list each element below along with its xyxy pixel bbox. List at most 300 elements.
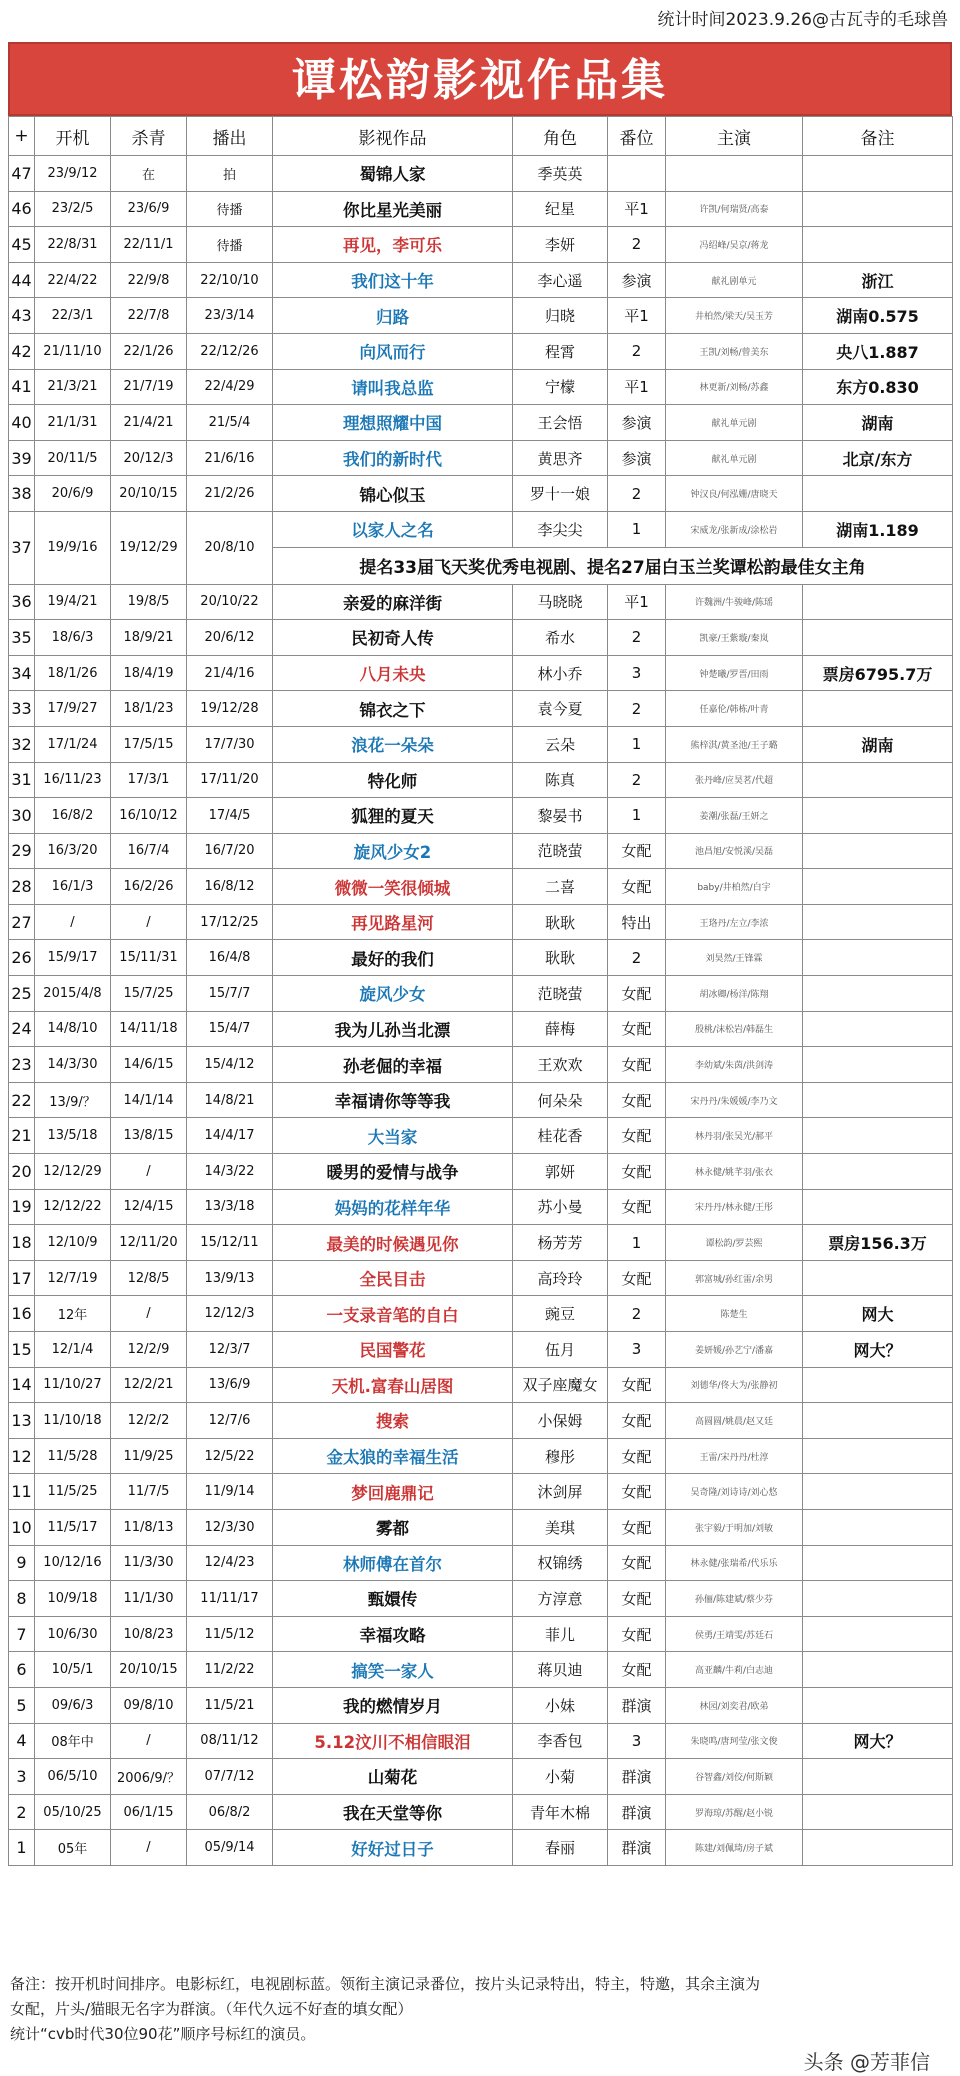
row-start-date: 18/6/3 bbox=[35, 620, 111, 656]
row-air-date: 21/2/26 bbox=[187, 476, 273, 512]
row-note bbox=[803, 1509, 953, 1545]
row-role: 范晓萤 bbox=[513, 976, 608, 1012]
row-work-title: 民国警花 bbox=[273, 1332, 513, 1368]
row-cast: 献礼单元剧 bbox=[666, 405, 803, 441]
row-air-date: 17/11/20 bbox=[187, 762, 273, 798]
row-wrap-date: 16/2/26 bbox=[111, 869, 187, 905]
table-row bbox=[9, 476, 953, 512]
row-work-title: 5.12汶川不相信眼泪 bbox=[273, 1723, 513, 1759]
row-air-date: 11/2/22 bbox=[187, 1652, 273, 1688]
row-rank: 女配 bbox=[608, 1154, 666, 1190]
row-air-date: 15/4/12 bbox=[187, 1047, 273, 1083]
row-index: 16 bbox=[9, 1296, 35, 1332]
row-cast: 姜妍媛/孙艺宁/潘嘉 bbox=[666, 1332, 803, 1368]
row-wrap-date: 12/8/5 bbox=[111, 1260, 187, 1296]
row-note bbox=[803, 1260, 953, 1296]
row-start-date: 16/1/3 bbox=[35, 869, 111, 905]
row-note: 票房156.3万 bbox=[803, 1225, 953, 1261]
row-role: 何朵朵 bbox=[513, 1082, 608, 1118]
row-start-date: 11/10/18 bbox=[35, 1403, 111, 1439]
row-note bbox=[803, 191, 953, 227]
row-cast: 许魏洲/牛骏峰/陈瑶 bbox=[666, 584, 803, 620]
row-wrap-date: 17/3/1 bbox=[111, 762, 187, 798]
row-note bbox=[803, 1687, 953, 1723]
row-start-date: 17/9/27 bbox=[35, 691, 111, 727]
row-note bbox=[803, 762, 953, 798]
row-start-date: 12年 bbox=[35, 1296, 111, 1332]
row-cast: 献礼单元剧 bbox=[666, 440, 803, 476]
table-row bbox=[9, 1723, 953, 1759]
row-index: 13 bbox=[9, 1403, 35, 1439]
row-rank: 女配 bbox=[608, 1616, 666, 1652]
row-index: 15 bbox=[9, 1332, 35, 1368]
row-rank: 平1 bbox=[608, 298, 666, 334]
row-cast: 张宇毅/于明加/刘敏 bbox=[666, 1509, 803, 1545]
row-work-title: 特化师 bbox=[273, 762, 513, 798]
row-index: 43 bbox=[9, 298, 35, 334]
row-start-date: 22/4/22 bbox=[35, 262, 111, 298]
row-rank: 女配 bbox=[608, 1652, 666, 1688]
row-role: 二喜 bbox=[513, 869, 608, 905]
row-work-title: 搜索 bbox=[273, 1403, 513, 1439]
row-rank: 女配 bbox=[608, 869, 666, 905]
row-wrap-date: 18/1/23 bbox=[111, 691, 187, 727]
row-note bbox=[803, 1154, 953, 1190]
row-air-date: 14/3/22 bbox=[187, 1154, 273, 1190]
row-role: 苏小曼 bbox=[513, 1189, 608, 1225]
row-cast: 王雷/宋丹丹/杜淳 bbox=[666, 1438, 803, 1474]
row-air-date: 19/12/28 bbox=[187, 691, 273, 727]
row-index: 41 bbox=[9, 369, 35, 405]
table-row bbox=[9, 1759, 953, 1795]
row-rank: 群演 bbox=[608, 1830, 666, 1866]
row-role: 李尖尖 bbox=[513, 511, 608, 547]
table-row bbox=[9, 940, 953, 976]
row-work-title: 归路 bbox=[273, 298, 513, 334]
row-work-title: 最美的时候遇见你 bbox=[273, 1225, 513, 1261]
header-start: 开机 bbox=[35, 117, 111, 156]
row-index: 33 bbox=[9, 691, 35, 727]
row-note bbox=[803, 798, 953, 834]
table-row bbox=[9, 1225, 953, 1261]
row-cast: 宋丹丹/朱媛媛/李乃文 bbox=[666, 1082, 803, 1118]
row-air-date: 17/7/30 bbox=[187, 726, 273, 762]
row-rank: 1 bbox=[608, 1225, 666, 1261]
row-work-title: 八月未央 bbox=[273, 655, 513, 691]
table-row bbox=[9, 584, 953, 620]
row-rank: 群演 bbox=[608, 1794, 666, 1830]
row-role: 高玲玲 bbox=[513, 1260, 608, 1296]
table-row bbox=[9, 1509, 953, 1545]
row-wrap-date: 16/7/4 bbox=[111, 833, 187, 869]
row-index: 2 bbox=[9, 1794, 35, 1830]
row-work-title: 一支录音笔的自白 bbox=[273, 1296, 513, 1332]
row-wrap-date: 11/1/30 bbox=[111, 1581, 187, 1617]
row-wrap-date: 15/11/31 bbox=[111, 940, 187, 976]
row-wrap-date: 12/2/2 bbox=[111, 1403, 187, 1439]
row-note: 东方0.830 bbox=[803, 369, 953, 405]
row-role: 纪星 bbox=[513, 191, 608, 227]
row-rank: 女配 bbox=[608, 1047, 666, 1083]
row-role: 穆彤 bbox=[513, 1438, 608, 1474]
row-note bbox=[803, 1082, 953, 1118]
row-rank: 参演 bbox=[608, 405, 666, 441]
row-wrap-date: 21/7/19 bbox=[111, 369, 187, 405]
row-note bbox=[803, 1438, 953, 1474]
table-row bbox=[9, 1830, 953, 1866]
table-row bbox=[9, 405, 953, 441]
row-note bbox=[803, 1759, 953, 1795]
row-cast: 冯绍峰/吴京/蒋龙 bbox=[666, 227, 803, 263]
row-note: 湖南0.575 bbox=[803, 298, 953, 334]
row-index: 37 bbox=[9, 511, 35, 584]
row-start-date: 14/8/10 bbox=[35, 1011, 111, 1047]
row-cast: 罗海琼/苏醒/赵小锐 bbox=[666, 1794, 803, 1830]
row-index: 11 bbox=[9, 1474, 35, 1510]
row-air-date: 22/4/29 bbox=[187, 369, 273, 405]
row-air-date: 12/5/22 bbox=[187, 1438, 273, 1474]
row-air-date: 22/12/26 bbox=[187, 333, 273, 369]
row-start-date: 10/5/1 bbox=[35, 1652, 111, 1688]
row-air-date: 12/3/30 bbox=[187, 1509, 273, 1545]
row-start-date: 12/7/19 bbox=[35, 1260, 111, 1296]
row-index: 14 bbox=[9, 1367, 35, 1403]
row-index: 25 bbox=[9, 976, 35, 1012]
row-work-title: 大当家 bbox=[273, 1118, 513, 1154]
row-rank: 1 bbox=[608, 726, 666, 762]
row-cast: 李幼斌/朱茵/洪剑涛 bbox=[666, 1047, 803, 1083]
row-index: 27 bbox=[9, 904, 35, 940]
row-note bbox=[803, 1118, 953, 1154]
row-rank: 2 bbox=[608, 476, 666, 512]
row-wrap-date: / bbox=[111, 904, 187, 940]
row-index: 7 bbox=[9, 1616, 35, 1652]
row-rank: 女配 bbox=[608, 1367, 666, 1403]
row-work-title: 天机.富春山居图 bbox=[273, 1367, 513, 1403]
row-cast: 林永健/张瑞希/代乐乐 bbox=[666, 1545, 803, 1581]
row-rank: 3 bbox=[608, 1723, 666, 1759]
row-air-date: 12/12/3 bbox=[187, 1296, 273, 1332]
row-wrap-date: 20/12/3 bbox=[111, 440, 187, 476]
row-index: 22 bbox=[9, 1082, 35, 1118]
row-rank: 群演 bbox=[608, 1759, 666, 1795]
row-work-title: 以家人之名 bbox=[273, 511, 513, 547]
page-title: 谭松韵影视作品集 bbox=[8, 42, 952, 116]
row-cast: 郭富城/孙红雷/余男 bbox=[666, 1260, 803, 1296]
row-wrap-date: 11/7/5 bbox=[111, 1474, 187, 1510]
row-cast: 王珞丹/左立/李浓 bbox=[666, 904, 803, 940]
row-role: 陈真 bbox=[513, 762, 608, 798]
row-cast: 钟汉良/何泓姗/唐晓天 bbox=[666, 476, 803, 512]
table-row bbox=[9, 262, 953, 298]
table-row bbox=[9, 1545, 953, 1581]
footer-line-2: 女配，片头/猫眼无名字为群演。（年代久远不好查的填女配） bbox=[10, 2000, 413, 2018]
table-row bbox=[9, 762, 953, 798]
table-row bbox=[9, 1154, 953, 1190]
row-role: 李香包 bbox=[513, 1723, 608, 1759]
row-index: 36 bbox=[9, 584, 35, 620]
row-note bbox=[803, 1474, 953, 1510]
row-start-date: 12/10/9 bbox=[35, 1225, 111, 1261]
row-air-date: 12/7/6 bbox=[187, 1403, 273, 1439]
row-start-date: 16/3/20 bbox=[35, 833, 111, 869]
table-body bbox=[9, 156, 953, 1866]
row-cast: 殷桃/沫松岩/韩磊生 bbox=[666, 1011, 803, 1047]
row-air-date: 08/11/12 bbox=[187, 1723, 273, 1759]
row-wrap-date: 22/7/8 bbox=[111, 298, 187, 334]
row-index: 30 bbox=[9, 798, 35, 834]
row-air-date: 15/7/7 bbox=[187, 976, 273, 1012]
row-work-title: 理想照耀中国 bbox=[273, 405, 513, 441]
row-index: 38 bbox=[9, 476, 35, 512]
row-rank: 参演 bbox=[608, 440, 666, 476]
row-note: 湖南 bbox=[803, 405, 953, 441]
row-note: 湖南1.189 bbox=[803, 511, 953, 547]
row-work-title: 旋风少女2 bbox=[273, 833, 513, 869]
row-role: 小妹 bbox=[513, 1687, 608, 1723]
row-index: 5 bbox=[9, 1687, 35, 1723]
row-index: 17 bbox=[9, 1260, 35, 1296]
row-note bbox=[803, 1616, 953, 1652]
row-index: 26 bbox=[9, 940, 35, 976]
row-role: 程霄 bbox=[513, 333, 608, 369]
row-wrap-date: 15/7/25 bbox=[111, 976, 187, 1012]
row-air-date: 12/3/7 bbox=[187, 1332, 273, 1368]
row-cast: 刘德华/佟大为/张静初 bbox=[666, 1367, 803, 1403]
row-work-title: 我们的新时代 bbox=[273, 440, 513, 476]
row-rank: 3 bbox=[608, 1332, 666, 1368]
row-start-date: 15/9/17 bbox=[35, 940, 111, 976]
row-work-title: 全民目击 bbox=[273, 1260, 513, 1296]
row-start-date: 05/10/25 bbox=[35, 1794, 111, 1830]
header-work: 影视作品 bbox=[273, 117, 513, 156]
row-index: 44 bbox=[9, 262, 35, 298]
row-wrap-date: 2006/9/？ bbox=[111, 1759, 187, 1795]
row-cast: 任嘉伦/韩栋/叶青 bbox=[666, 691, 803, 727]
row-rank: 女配 bbox=[608, 1474, 666, 1510]
row-cast: 熊梓淇/黄圣池/王子璐 bbox=[666, 726, 803, 762]
row-index: 10 bbox=[9, 1509, 35, 1545]
row-index: 35 bbox=[9, 620, 35, 656]
row-start-date: 21/3/21 bbox=[35, 369, 111, 405]
row-index: 40 bbox=[9, 405, 35, 441]
row-work-title: 向风而行 bbox=[273, 333, 513, 369]
row-note bbox=[803, 1652, 953, 1688]
row-start-date: 16/11/23 bbox=[35, 762, 111, 798]
row-rank: 女配 bbox=[608, 1438, 666, 1474]
row-index: 6 bbox=[9, 1652, 35, 1688]
row-rank: 参演 bbox=[608, 262, 666, 298]
row-rank: 女配 bbox=[608, 1011, 666, 1047]
row-work-title: 旋风少女 bbox=[273, 976, 513, 1012]
row-role: 王欢欢 bbox=[513, 1047, 608, 1083]
row-wrap-date: 13/8/15 bbox=[111, 1118, 187, 1154]
row-wrap-date: 14/1/14 bbox=[111, 1082, 187, 1118]
row-index: 4 bbox=[9, 1723, 35, 1759]
row-role: 李心遥 bbox=[513, 262, 608, 298]
row-start-date: 12/12/22 bbox=[35, 1189, 111, 1225]
row-note bbox=[803, 1189, 953, 1225]
row-air-date: 15/12/11 bbox=[187, 1225, 273, 1261]
row-air-date: 14/4/17 bbox=[187, 1118, 273, 1154]
row-note: 网大？ bbox=[803, 1332, 953, 1368]
row-role: 希水 bbox=[513, 620, 608, 656]
row-work-title: 锦心似玉 bbox=[273, 476, 513, 512]
row-start-date: 10/9/18 bbox=[35, 1581, 111, 1617]
row-note bbox=[803, 904, 953, 940]
row-work-title: 搞笑一家人 bbox=[273, 1652, 513, 1688]
table-row bbox=[9, 976, 953, 1012]
row-work-title: 我在天堂等你 bbox=[273, 1794, 513, 1830]
table-row bbox=[9, 369, 953, 405]
row-role: 沐剑屏 bbox=[513, 1474, 608, 1510]
row-role: 菲儿 bbox=[513, 1616, 608, 1652]
row-wrap-date: 20/10/15 bbox=[111, 476, 187, 512]
header-row bbox=[9, 117, 953, 156]
row-start-date: 08年中 bbox=[35, 1723, 111, 1759]
row-wrap-date: 16/10/12 bbox=[111, 798, 187, 834]
row-rank: 女配 bbox=[608, 833, 666, 869]
table-row bbox=[9, 298, 953, 334]
row-start-date: 20/6/9 bbox=[35, 476, 111, 512]
row-rank: 2 bbox=[608, 762, 666, 798]
row-wrap-date: 20/10/15 bbox=[111, 1652, 187, 1688]
table-row bbox=[9, 726, 953, 762]
row-wrap-date: 17/5/15 bbox=[111, 726, 187, 762]
row-index: 42 bbox=[9, 333, 35, 369]
row-cast: 朱晓鸣/唐珂莹/张文俊 bbox=[666, 1723, 803, 1759]
row-note bbox=[803, 691, 953, 727]
row-work-title: 浪花一朵朵 bbox=[273, 726, 513, 762]
row-role: 双子座魔女 bbox=[513, 1367, 608, 1403]
row-wrap-date: 23/6/9 bbox=[111, 191, 187, 227]
row-index: 39 bbox=[9, 440, 35, 476]
row-air-date: 待播 bbox=[187, 191, 273, 227]
table-row bbox=[9, 1047, 953, 1083]
table-row bbox=[9, 1616, 953, 1652]
row-air-date: 11/9/14 bbox=[187, 1474, 273, 1510]
row-start-date: 11/10/27 bbox=[35, 1367, 111, 1403]
table-row bbox=[9, 869, 953, 905]
row-index: 29 bbox=[9, 833, 35, 869]
row-role: 美琪 bbox=[513, 1509, 608, 1545]
row-rank: 群演 bbox=[608, 1687, 666, 1723]
row-role: 豌豆 bbox=[513, 1296, 608, 1332]
row-role: 袁今夏 bbox=[513, 691, 608, 727]
table-row bbox=[9, 1118, 953, 1154]
row-rank: 1 bbox=[608, 511, 666, 547]
row-work-title: 妈妈的花样年华 bbox=[273, 1189, 513, 1225]
row-note bbox=[803, 1011, 953, 1047]
row-rank: 女配 bbox=[608, 1581, 666, 1617]
row-air-date: 13/6/9 bbox=[187, 1367, 273, 1403]
row-start-date: 10/6/30 bbox=[35, 1616, 111, 1652]
footer-line-3: 统计“cvb时代30位90花”顺序号标红的演员。 bbox=[10, 2025, 316, 2043]
row-cast: 林园/刘奕君/欧弟 bbox=[666, 1687, 803, 1723]
row-air-date: 拍 bbox=[187, 156, 273, 192]
row-air-date: 12/4/23 bbox=[187, 1545, 273, 1581]
row-rank: 2 bbox=[608, 691, 666, 727]
row-work-title: 请叫我总监 bbox=[273, 369, 513, 405]
row-rank: 平1 bbox=[608, 191, 666, 227]
row-rank: 女配 bbox=[608, 1082, 666, 1118]
row-start-date: 2015/4/8 bbox=[35, 976, 111, 1012]
row-index: 8 bbox=[9, 1581, 35, 1617]
row-wrap-date: 12/2/21 bbox=[111, 1367, 187, 1403]
row-note bbox=[803, 1830, 953, 1866]
footer-line-1: 备注：按开机时间排序。电影标红，电视剧标蓝。领衔主演记录番位，按片头记录特出，特主，特邀，其余主演为 bbox=[10, 1975, 761, 1993]
row-cast: 钟楚曦/罗晋/田雨 bbox=[666, 655, 803, 691]
row-wrap-date: / bbox=[111, 1723, 187, 1759]
row-start-date: 11/5/25 bbox=[35, 1474, 111, 1510]
row-start-date: 17/1/24 bbox=[35, 726, 111, 762]
header-note: 备注 bbox=[803, 117, 953, 156]
footer-notes bbox=[10, 1972, 950, 2047]
row-note bbox=[803, 940, 953, 976]
table-row bbox=[9, 440, 953, 476]
row-index: 1 bbox=[9, 1830, 35, 1866]
row-cast: 谭松韵/罗芸熙 bbox=[666, 1225, 803, 1261]
row-role: 郭妍 bbox=[513, 1154, 608, 1190]
row-wrap-date: 14/6/15 bbox=[111, 1047, 187, 1083]
row-wrap-date: 14/11/18 bbox=[111, 1011, 187, 1047]
row-cast bbox=[666, 156, 803, 192]
row-work-title: 雾都 bbox=[273, 1509, 513, 1545]
row-rank: 1 bbox=[608, 798, 666, 834]
row-rank: 2 bbox=[608, 1296, 666, 1332]
row-cast: 井柏然/梁天/吴玉芳 bbox=[666, 298, 803, 334]
row-index: 31 bbox=[9, 762, 35, 798]
row-wrap-date: 19/8/5 bbox=[111, 584, 187, 620]
table-row bbox=[9, 1296, 953, 1332]
row-wrap-date: / bbox=[111, 1830, 187, 1866]
row-start-date: / bbox=[35, 904, 111, 940]
row-start-date: 05年 bbox=[35, 1830, 111, 1866]
table-row bbox=[9, 1652, 953, 1688]
row-start-date: 21/11/10 bbox=[35, 333, 111, 369]
table-row bbox=[9, 1474, 953, 1510]
header-index: + bbox=[9, 117, 35, 156]
row-wrap-date: 12/4/15 bbox=[111, 1189, 187, 1225]
table-row bbox=[9, 156, 953, 192]
row-note bbox=[803, 869, 953, 905]
row-work-title: 民初奇人传 bbox=[273, 620, 513, 656]
row-cast: 凯豪/王紫璇/秦岚 bbox=[666, 620, 803, 656]
table-row bbox=[9, 1403, 953, 1439]
row-rank: 平1 bbox=[608, 369, 666, 405]
row-role: 范晓萤 bbox=[513, 833, 608, 869]
row-air-date: 17/12/25 bbox=[187, 904, 273, 940]
row-index: 12 bbox=[9, 1438, 35, 1474]
header-rank: 番位 bbox=[608, 117, 666, 156]
row-rank: 2 bbox=[608, 940, 666, 976]
table-row bbox=[9, 1438, 953, 1474]
row-note bbox=[803, 1047, 953, 1083]
row-air-date: 06/8/2 bbox=[187, 1794, 273, 1830]
row-role: 方淳意 bbox=[513, 1581, 608, 1617]
row-cast: 池昌旭/安悦溪/吴磊 bbox=[666, 833, 803, 869]
row-air-date: 11/11/17 bbox=[187, 1581, 273, 1617]
row-role: 黄思齐 bbox=[513, 440, 608, 476]
row-start-date: 21/1/31 bbox=[35, 405, 111, 441]
row-wrap-date: / bbox=[111, 1296, 187, 1332]
row-index: 9 bbox=[9, 1545, 35, 1581]
row-work-title: 微微一笑很倾城 bbox=[273, 869, 513, 905]
row-index: 34 bbox=[9, 655, 35, 691]
row-air-date: 15/4/7 bbox=[187, 1011, 273, 1047]
row-cast: 陈楚生 bbox=[666, 1296, 803, 1332]
row-cast: 王凯/刘畅/曾美东 bbox=[666, 333, 803, 369]
